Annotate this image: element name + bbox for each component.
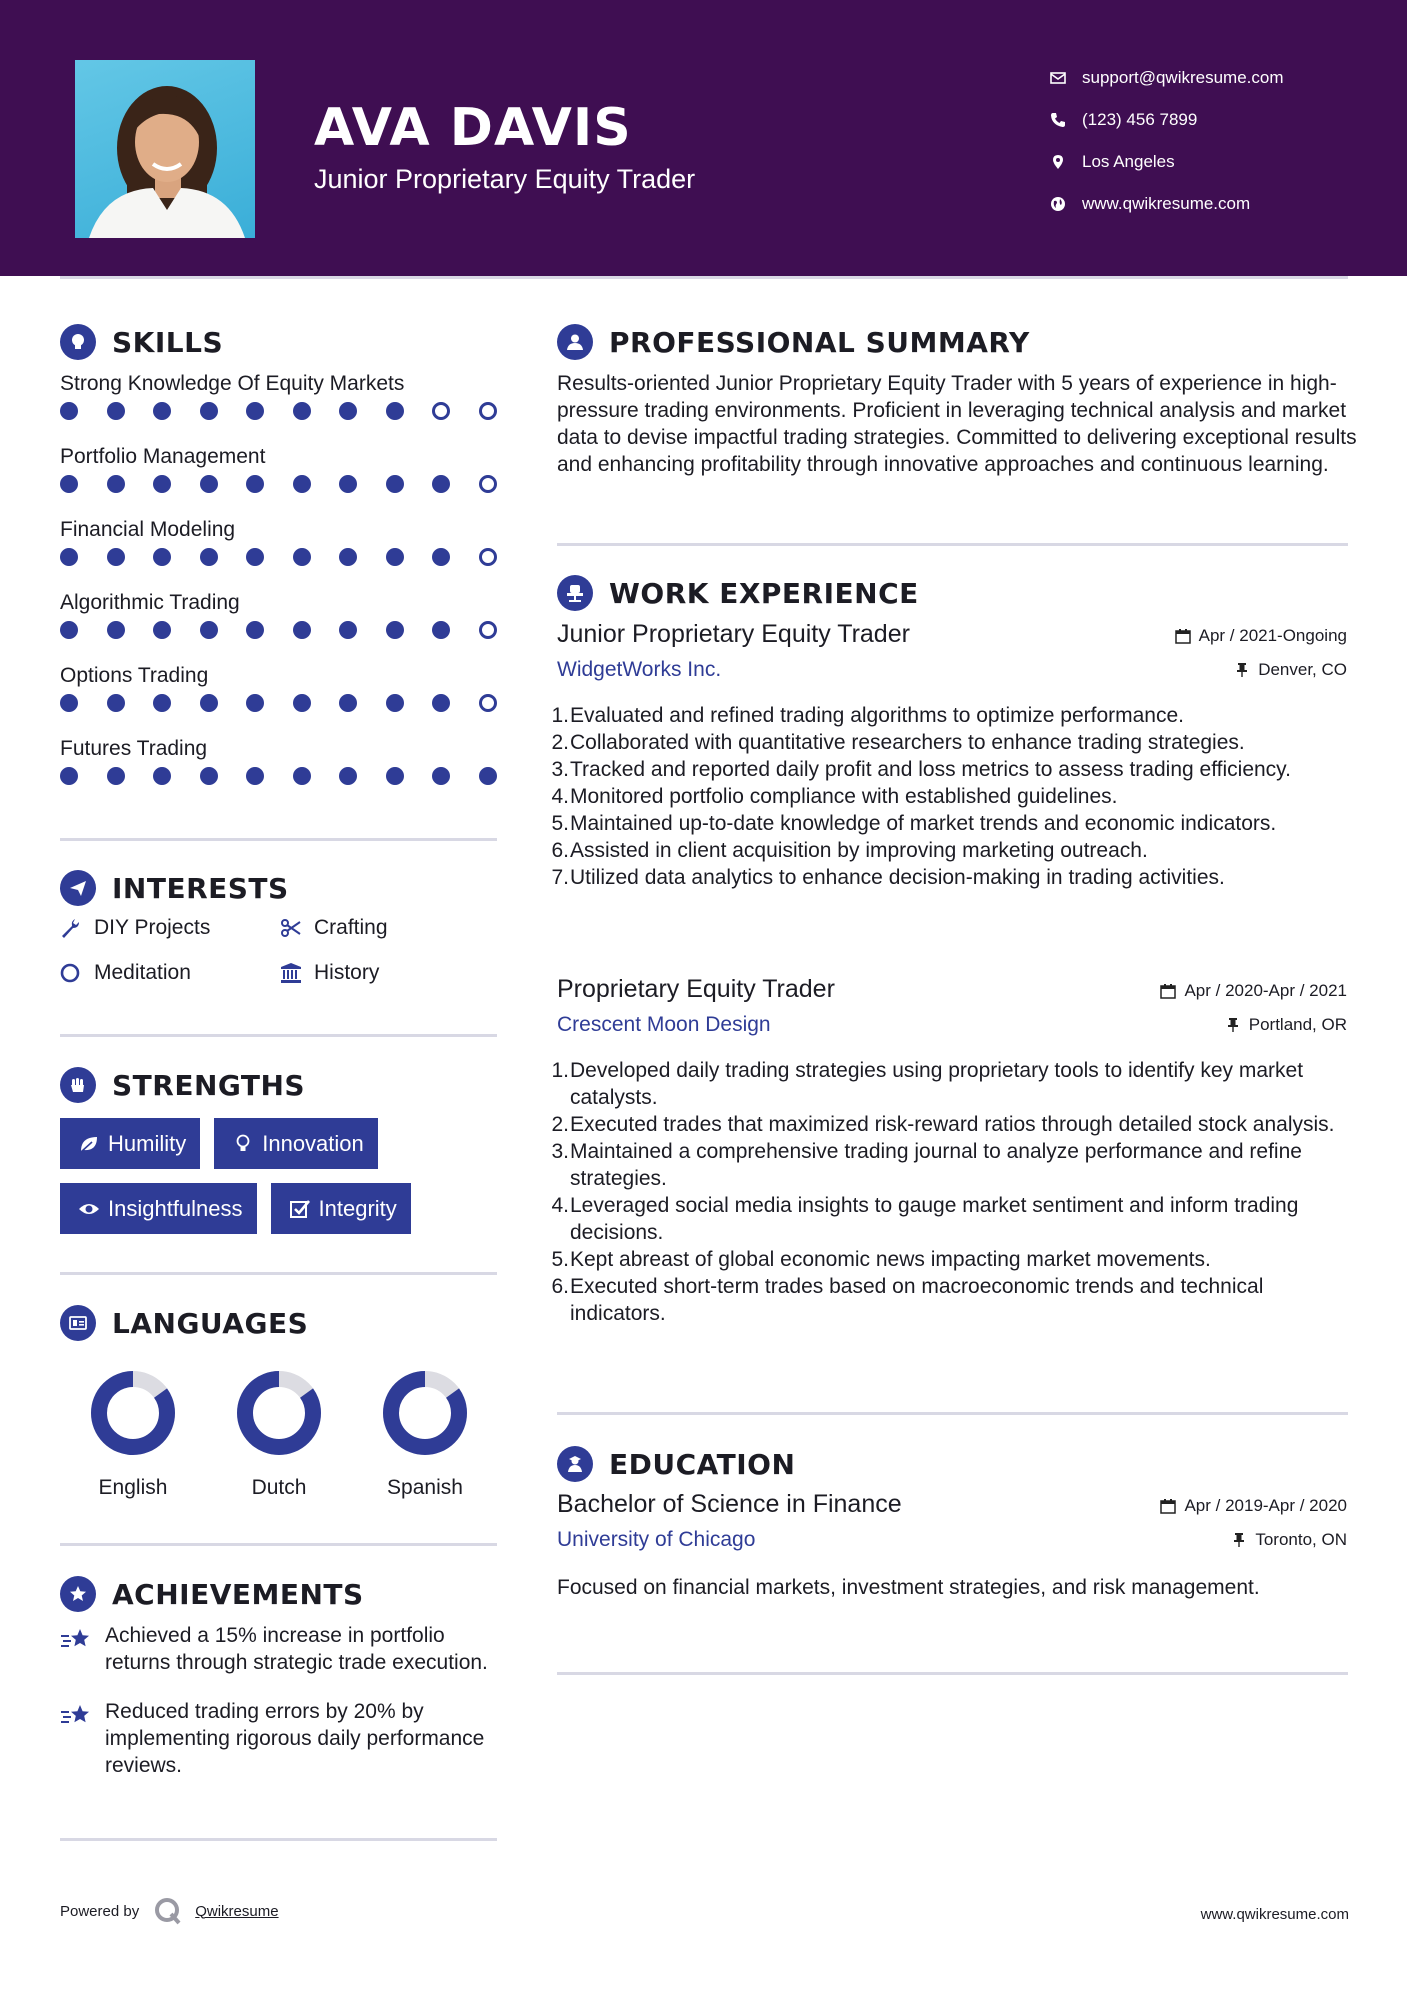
language-donut: [88, 1368, 178, 1458]
skill-rating: [60, 767, 497, 785]
languages-title: LANGUAGES: [112, 1306, 309, 1340]
rating-dot-filled: [153, 621, 171, 639]
language-name: English: [98, 1476, 168, 1499]
rating-dot-filled: [60, 621, 78, 639]
rating-dot-filled: [293, 621, 311, 639]
language-donut: [380, 1368, 470, 1458]
section-divider: [60, 1838, 497, 1841]
job-bullets: [551, 702, 1347, 891]
education-location: [1231, 1530, 1347, 1550]
job-entry: [551, 975, 1347, 1327]
experience-heading: [557, 575, 919, 611]
resume-header: [0, 0, 1407, 276]
rating-dot-filled: [107, 402, 125, 420]
interest-item: [60, 959, 280, 986]
contact-email-text: support@qwikresume.com: [1082, 68, 1284, 87]
skill-rating: [60, 402, 497, 420]
strength-label: Humility: [108, 1130, 187, 1156]
contact-location: [1050, 141, 1284, 183]
skill-rating: [60, 621, 497, 639]
section-divider: [557, 543, 1348, 546]
skill-name: Financial Modeling: [60, 518, 236, 541]
rating-dot-filled: [386, 694, 404, 712]
qwikresume-logo-icon: [153, 1896, 183, 1926]
institution-icon: [280, 962, 314, 984]
rating-dot-filled: [339, 621, 357, 639]
job-title: Proprietary Equity Trader: [557, 975, 835, 1003]
phone-icon: [1050, 112, 1082, 128]
language-donut: [234, 1368, 324, 1458]
rating-dot-filled: [200, 621, 218, 639]
graduate-icon: [557, 1446, 593, 1482]
rating-dot-filled: [107, 767, 125, 785]
rating-dot-filled: [339, 694, 357, 712]
rating-dot-empty: [479, 475, 497, 493]
job-date: [1160, 981, 1347, 1001]
skill-item: [60, 516, 500, 589]
contact-phone-text: (123) 456 7899: [1082, 110, 1198, 129]
skill-name: Strong Knowledge Of Equity Markets: [60, 372, 405, 395]
calendar-icon: [1160, 983, 1176, 999]
skill-item: [60, 735, 500, 808]
section-divider: [60, 1543, 497, 1546]
rating-dot-filled: [107, 548, 125, 566]
rating-dot-empty: [432, 402, 450, 420]
rating-dot-filled: [293, 767, 311, 785]
job-location: [1225, 1015, 1347, 1035]
interest-item: [280, 959, 500, 986]
rating-dot-filled: [246, 767, 264, 785]
job-location-text: Portland, OR: [1248, 1015, 1347, 1034]
education-heading: [557, 1446, 795, 1482]
strength-tag: [60, 1183, 257, 1234]
contact-phone[interactable]: [1050, 99, 1284, 141]
strengths-heading: [60, 1067, 305, 1103]
rating-dot-filled: [432, 694, 450, 712]
strength-label: Insightfulness: [108, 1195, 243, 1221]
strength-label: Innovation: [262, 1130, 364, 1156]
paper-plane-icon: [60, 870, 96, 906]
job-bullet: 5. Kept abreast of global economic news impacting market movements.: [551, 1248, 1211, 1271]
section-divider: [557, 1672, 1348, 1675]
achievement-item: [60, 1698, 500, 1779]
rating-dot-filled: [386, 767, 404, 785]
language-item: [352, 1368, 498, 1500]
globe-icon: [1050, 196, 1082, 212]
rating-dot-filled: [60, 475, 78, 493]
leaf-icon: [70, 1133, 108, 1155]
job-company[interactable]: Crescent Moon Design: [557, 1013, 771, 1036]
rating-dot-filled: [386, 548, 404, 566]
rating-dot-filled: [153, 548, 171, 566]
section-divider: [60, 1034, 497, 1037]
rating-dot-filled: [60, 694, 78, 712]
location-pin-icon: [1050, 154, 1082, 170]
eye-icon: [70, 1198, 108, 1220]
rating-dot-filled: [432, 475, 450, 493]
job-date: [1175, 626, 1347, 646]
strength-label: Integrity: [318, 1195, 397, 1221]
rating-dot-filled: [60, 402, 78, 420]
interest-label: Meditation: [94, 960, 191, 984]
job-bullet: 4. Leveraged social media insights to gauge market sentiment and inform trading decisions.: [551, 1194, 1299, 1244]
language-name: Dutch: [251, 1476, 307, 1499]
skills-heading: [60, 324, 223, 360]
education-entry: [557, 1490, 1347, 1601]
education-location-text: Toronto, ON: [1255, 1530, 1347, 1549]
job-bullet: 7. Utilized data analytics to enhance decision-making in trading activities.: [551, 866, 1225, 889]
rating-dot-filled: [293, 402, 311, 420]
education-title: EDUCATION: [609, 1447, 796, 1481]
skill-rating: [60, 694, 497, 712]
skill-name: Options Trading: [60, 664, 209, 687]
skill-item: [60, 370, 500, 443]
job-bullet: 4. Monitored portfolio compliance with established guidelines.: [551, 785, 1118, 808]
skill-name: Futures Trading: [60, 737, 208, 760]
skill-rating: [60, 475, 497, 493]
rating-dot-filled: [60, 548, 78, 566]
language-name: Spanish: [387, 1476, 463, 1499]
rating-dot-empty: [479, 402, 497, 420]
strengths-title: STRENGTHS: [112, 1068, 306, 1102]
skill-rating: [60, 548, 497, 566]
strength-tag: [60, 1118, 200, 1169]
shooting-star-icon: [60, 1622, 105, 1676]
job-bullet: 3. Tracked and reported daily profit and loss metrics to assess trading efficiency.: [551, 758, 1291, 781]
job-title: Junior Proprietary Equity Trader: [557, 620, 910, 648]
job-bullet: 1. Developed daily trading strategies using proprietary tools to identify key market catalysts.: [551, 1059, 1304, 1109]
rating-dot-filled: [479, 767, 497, 785]
candidate-name: AVA DAVIS: [314, 98, 632, 158]
experience-title: WORK EXPERIENCE: [609, 576, 919, 610]
header-divider: [60, 276, 1348, 279]
envelope-icon: [1050, 70, 1082, 86]
shooting-star-icon: [60, 1698, 105, 1779]
job-bullet: 2. Collaborated with quantitative researchers to enhance trading strategies.: [551, 731, 1245, 754]
rating-dot-filled: [293, 475, 311, 493]
rating-dot-filled: [432, 548, 450, 566]
school-name[interactable]: University of Chicago: [557, 1528, 756, 1551]
rating-dot-filled: [339, 402, 357, 420]
degree-title: Bachelor of Science in Finance: [557, 1490, 902, 1518]
rating-dot-filled: [107, 475, 125, 493]
rating-dot-filled: [386, 621, 404, 639]
job-bullet: 5. Maintained up-to-date knowledge of market trends and economic indicators.: [551, 812, 1277, 835]
interest-item: [60, 914, 280, 941]
skills-title: SKILLS: [112, 325, 224, 359]
achievements-title: ACHIEVEMENTS: [112, 1577, 364, 1611]
rating-dot-filled: [246, 475, 264, 493]
scissors-icon: [280, 917, 314, 939]
rating-dot-filled: [153, 767, 171, 785]
office-chair-icon: [557, 575, 593, 611]
skills-list: [60, 370, 500, 808]
contact-list: [1050, 57, 1284, 225]
language-item: [60, 1368, 206, 1500]
footer-powered-by: [60, 1896, 279, 1926]
strengths-list: [60, 1118, 510, 1234]
rating-dot-filled: [293, 548, 311, 566]
calendar-icon: [1160, 1498, 1176, 1514]
rating-dot-filled: [153, 402, 171, 420]
job-bullet: 6. Assisted in client acquisition by improving marketing outreach.: [551, 839, 1148, 862]
interest-label: History: [314, 960, 380, 984]
achievements-list: [60, 1622, 500, 1801]
interest-label: Crafting: [314, 915, 388, 939]
checkbox-icon: [281, 1198, 319, 1220]
achievement-text: Reduced trading errors by 20% by implementing rigorous daily performance reviews.: [105, 1700, 485, 1777]
education-date-text: Apr / 2019-Apr / 2020: [1184, 1496, 1347, 1515]
lightbulb-icon: [60, 324, 96, 360]
rating-dot-filled: [293, 694, 311, 712]
job-bullet: 6. Executed short-term trades based on macroeconomic trends and technical indicators.: [551, 1275, 1264, 1325]
rating-dot-filled: [432, 621, 450, 639]
job-date-text: Apr / 2020-Apr / 2021: [1184, 981, 1347, 1000]
rating-dot-filled: [246, 402, 264, 420]
contact-website-text: www.qwikresume.com: [1082, 194, 1251, 213]
rating-dot-filled: [200, 694, 218, 712]
language-item: [206, 1368, 352, 1500]
rating-dot-filled: [107, 621, 125, 639]
lightbulb-icon: [224, 1133, 262, 1155]
summary-heading: [557, 324, 1030, 360]
skill-item: [60, 662, 500, 735]
rating-dot-filled: [200, 548, 218, 566]
languages-heading: [60, 1305, 308, 1341]
job-bullet: 3. Maintained a comprehensive trading journal to analyze performance and refine strategies.: [551, 1140, 1302, 1190]
rating-dot-filled: [432, 767, 450, 785]
job-entry: [551, 620, 1347, 891]
candidate-role: Junior Proprietary Equity Trader: [314, 164, 696, 194]
rating-dot-filled: [386, 402, 404, 420]
id-card-icon: [60, 1305, 96, 1341]
job-bullet: 2. Executed trades that maximized risk-reward ratios through detailed stock analysis.: [551, 1113, 1335, 1136]
education-description: Focused on financial markets, investment strategies, and risk management.: [557, 1576, 1260, 1599]
strength-tag: [271, 1183, 411, 1234]
rating-dot-filled: [339, 767, 357, 785]
education-date: [1160, 1496, 1347, 1516]
rating-dot-filled: [107, 694, 125, 712]
job-company[interactable]: WidgetWorks Inc.: [557, 658, 722, 681]
skill-name: Portfolio Management: [60, 445, 266, 468]
pushpin-icon: [1231, 1532, 1247, 1548]
section-divider: [557, 1412, 1348, 1415]
skill-name: Algorithmic Trading: [60, 591, 240, 614]
skill-item: [60, 443, 500, 516]
rating-dot-filled: [200, 475, 218, 493]
profile-photo: [75, 60, 255, 238]
summary-title: PROFESSIONAL SUMMARY: [609, 325, 1030, 359]
interests-title: INTERESTS: [112, 871, 289, 905]
section-divider: [60, 838, 497, 841]
job-bullets: [551, 1057, 1347, 1327]
rating-dot-filled: [339, 475, 357, 493]
achievements-heading: [60, 1576, 364, 1612]
section-divider: [60, 1272, 497, 1275]
rating-dot-filled: [246, 621, 264, 639]
star-badge-icon: [60, 1576, 96, 1612]
contact-website[interactable]: [1050, 183, 1284, 225]
summary-text: Results-oriented Junior Proprietary Equity Trader with 5 years of experience in high-pressure trading environments. Proficient in leveraging technical analysis and market data to devise impactful trading strategies. Committed to delivering exceptional results and enhancing profitability through innovative approaches and continuous learning.: [557, 372, 1357, 476]
calendar-icon: [1175, 628, 1191, 644]
rating-dot-empty: [479, 548, 497, 566]
rating-dot-filled: [60, 767, 78, 785]
footer-url[interactable]: www.qwikresume.com: [1200, 1906, 1349, 1923]
rating-dot-filled: [153, 475, 171, 493]
achievement-text: Achieved a 15% increase in portfolio returns through strategic trade execution.: [105, 1624, 488, 1674]
job-location-text: Denver, CO: [1258, 660, 1347, 679]
rating-dot-empty: [479, 694, 497, 712]
circle-icon: [60, 962, 94, 984]
interest-label: DIY Projects: [94, 915, 211, 939]
achievement-item: [60, 1622, 500, 1676]
rating-dot-filled: [246, 694, 264, 712]
fist-icon: [60, 1067, 96, 1103]
rating-dot-filled: [200, 767, 218, 785]
rating-dot-filled: [200, 402, 218, 420]
job-bullet: 1. Evaluated and refined trading algorithms to optimize performance.: [551, 704, 1185, 727]
contact-email[interactable]: [1050, 57, 1284, 99]
strength-tag: [214, 1118, 378, 1169]
job-date-text: Apr / 2021-Ongoing: [1198, 626, 1347, 645]
skill-item: [60, 589, 500, 662]
languages-list: [60, 1368, 500, 1500]
rating-dot-filled: [339, 548, 357, 566]
pushpin-icon: [1234, 662, 1250, 678]
interest-item: [280, 914, 500, 941]
rating-dot-filled: [246, 548, 264, 566]
pushpin-icon: [1225, 1017, 1241, 1033]
interests-heading: [60, 870, 289, 906]
rating-dot-empty: [479, 621, 497, 639]
user-icon: [557, 324, 593, 360]
rating-dot-filled: [386, 475, 404, 493]
wrench-icon: [60, 917, 94, 939]
powered-by-text: Powered by: [60, 1902, 140, 1920]
brand-link[interactable]: Qwikresume: [195, 1902, 279, 1920]
interests-list: [60, 914, 500, 986]
contact-location-text: Los Angeles: [1082, 152, 1175, 171]
rating-dot-filled: [153, 694, 171, 712]
job-location: [1234, 660, 1347, 680]
